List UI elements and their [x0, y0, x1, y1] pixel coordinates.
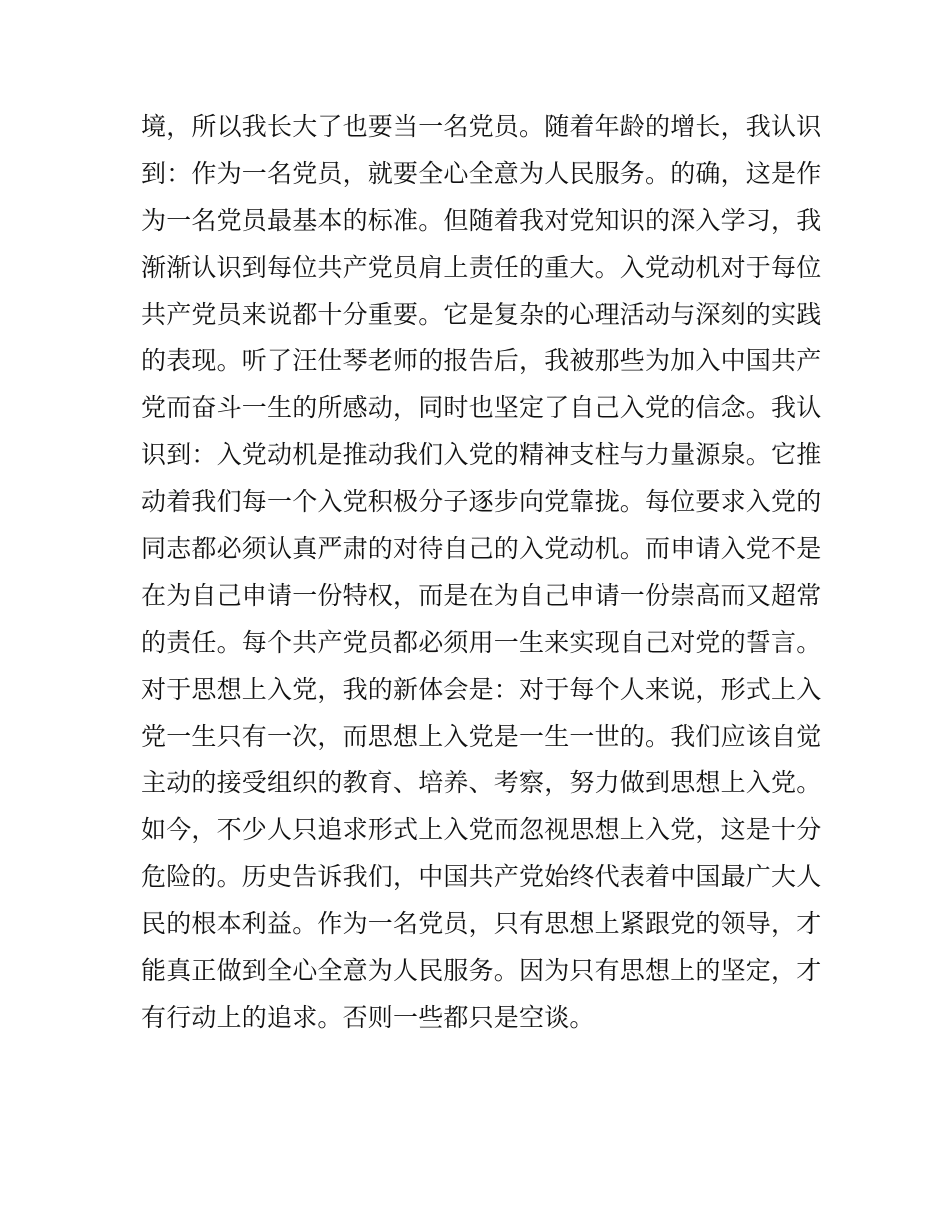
text-line: 渐渐认识到每位共产党员肩上责任的重大。入党动机对于每位 [141, 252, 822, 282]
text-line: 能真正做到全心全意为人民服务。因为只有思想上的坚定，才 [141, 956, 822, 986]
text-line: 共产党员来说都十分重要。它是复杂的心理活动与深刻的实践 [141, 299, 822, 329]
text-line: 识到：入党动机是推动我们入党的精神支柱与力量源泉。它推 [141, 440, 822, 470]
text-line: 党而奋斗一生的所感动，同时也坚定了自己入党的信念。我认 [141, 393, 822, 423]
text-line: 主动的接受组织的教育、培养、考察，努力做到思想上入党。 [141, 768, 822, 798]
text-line: 的责任。每个共产党员都必须用一生来实现自己对党的誓言。 [141, 627, 822, 657]
text-line: 同志都必须认真严肃的对待自己的入党动机。而申请入党不是 [141, 534, 822, 564]
text-line: 的表现。听了汪仕琴老师的报告后，我被那些为加入中国共产 [141, 346, 822, 376]
text-line: 如今，不少人只追求形式上入党而忽视思想上入党，这是十分 [141, 815, 822, 845]
text-line: 为一名党员最基本的标准。但随着我对党知识的深入学习，我 [141, 205, 822, 235]
text-line: 到：作为一名党员，就要全心全意为人民服务。的确，这是作 [141, 158, 822, 188]
body-text [141, 104, 821, 1042]
text-line: 对于思想上入党，我的新体会是：对于每个人来说，形式上入 [141, 674, 822, 704]
text-line: 危险的。历史告诉我们，中国共产党始终代表着中国最广大人 [141, 862, 822, 892]
text-line: 党一生只有一次，而思想上入党是一生一世的。我们应该自觉 [141, 721, 822, 751]
text-line: 有行动上的追求。否则一些都只是空谈。 [141, 1002, 595, 1032]
text-line: 境，所以我长大了也要当一名党员。随着年龄的增长，我认识 [141, 112, 822, 141]
text-line: 动着我们每一个入党积极分子逐步向党靠拢。每位要求入党的 [141, 487, 822, 517]
text-line: 民的根本利益。作为一名党员，只有思想上紧跟党的领导，才 [141, 909, 822, 939]
text-line: 在为自己申请一份特权，而是在为自己申请一份崇高而又超常 [141, 580, 822, 610]
